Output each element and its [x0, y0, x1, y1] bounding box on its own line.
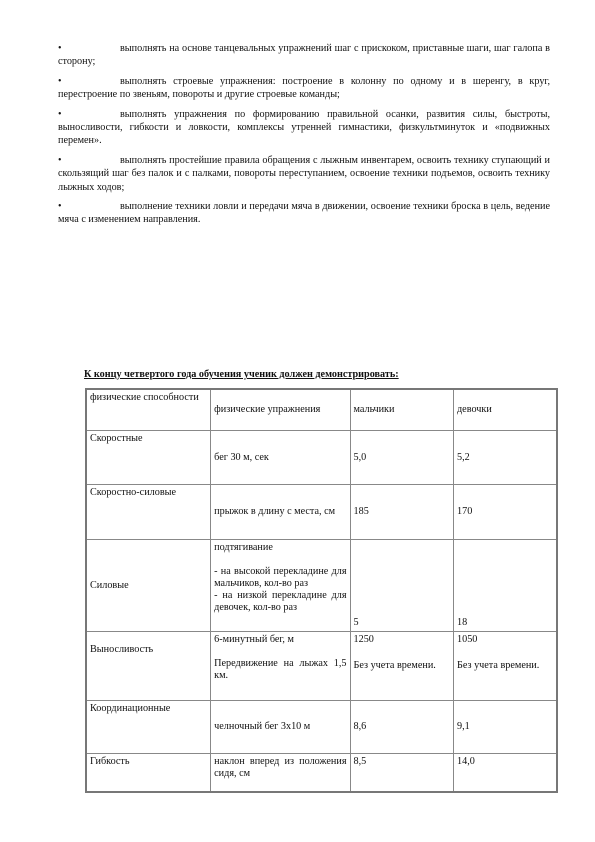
table-header-row	[86, 389, 557, 431]
exercise-line: Передвижение на лыжах 1,5 км.	[214, 658, 347, 681]
bullet-icon: •	[58, 154, 62, 166]
exercise-cell: прыжок в длину с места, см	[211, 485, 350, 540]
exercise-line: подтягивание	[214, 542, 273, 553]
table-row	[86, 540, 557, 632]
girls-cell: 5,2	[454, 431, 558, 485]
bullet-icon: •	[58, 108, 62, 120]
bullet-icon: •	[58, 201, 62, 213]
table-row	[86, 485, 557, 540]
bullet-list	[58, 42, 550, 233]
table-row	[86, 701, 557, 754]
girls-line: Без учета времени.	[457, 660, 540, 671]
bullet-icon: •	[58, 43, 62, 54]
exercise-line: 6-минутный бег, м	[214, 634, 294, 645]
exercise-cell	[211, 540, 350, 632]
girls-cell: 18	[454, 540, 558, 632]
exercise-cell: челночный бег 3х10 м	[211, 701, 350, 754]
ability-cell: Координационные	[86, 701, 211, 754]
list-item: • выполнение техники ловли и передачи мяча в движении, освоение техники броска в цель, ведение мяча с изменением направления.	[58, 201, 550, 226]
exercise-line: - на высокой перекладине для мальчиков, кол-во раз	[214, 566, 347, 589]
girls-line: 1050	[457, 634, 478, 645]
table-caption: К концу четвертого года обучения ученик должен демонстрировать:	[84, 369, 399, 380]
list-item: • выполнять строевые упражнения: построение в колонну по одному и в шеренгу, в круг, перестроение по звеньям, повороты и другие строевые команды;	[58, 75, 550, 101]
exercise-cell: наклон вперед из положения сидя, см	[211, 754, 350, 792]
boys-cell	[350, 632, 453, 701]
exercise-cell	[211, 632, 350, 701]
boys-cell: 5,0	[350, 431, 453, 485]
girls-cell	[454, 632, 558, 701]
boys-cell: 8,5	[350, 754, 453, 792]
boys-cell: 5	[350, 540, 453, 632]
header-cell-exercise: физические упражнения	[211, 389, 350, 431]
list-item: • выполнять на основе танцевальных упражнений шаг с прискоком, приставные шаги, шаг галопа в сторону;	[58, 43, 550, 68]
header-cell-girls: девочки	[454, 389, 558, 431]
table-row	[86, 754, 557, 792]
boys-line: 1250	[353, 634, 374, 645]
boys-cell: 8,6	[350, 701, 453, 754]
ability-cell: Выносливость	[86, 632, 211, 701]
list-item: • выполнять упражнения по формированию правильной осанки, развития силы, быстроты, выносливости, гибкости и ловкости, комплексы утренней гимнастики, физкультминуток и «подвижных перемен».	[58, 108, 550, 147]
ability-cell: Скоростные	[86, 431, 211, 485]
ability-cell: Скоростно-силовые	[86, 485, 211, 540]
girls-cell: 14,0	[454, 754, 558, 792]
girls-cell: 170	[454, 485, 558, 540]
ability-cell: Гибкость	[86, 754, 211, 792]
exercise-line: - на низкой перекладине для девочек, кол-во раз	[214, 590, 347, 613]
ability-cell: Силовые	[86, 540, 211, 632]
boys-line: Без учета времени.	[353, 660, 436, 671]
norms-table	[85, 388, 558, 793]
exercise-cell: бег 30 м, сек	[211, 431, 350, 485]
header-cell-boys: мальчики	[350, 389, 453, 431]
boys-cell: 185	[350, 485, 453, 540]
bullet-icon: •	[58, 75, 62, 87]
list-item: • выполнять простейшие правила обращения с лыжным инвентарем, освоить технику ступающий и скользящий шаг без палок и с палками, повороты переступанием, освоение техники подъемов, освоить технику лыжных ходов;	[58, 154, 550, 193]
header-cell-ability: физические способности	[86, 389, 211, 431]
table-row	[86, 632, 557, 701]
girls-cell: 9,1	[454, 701, 558, 754]
table-row	[86, 431, 557, 485]
